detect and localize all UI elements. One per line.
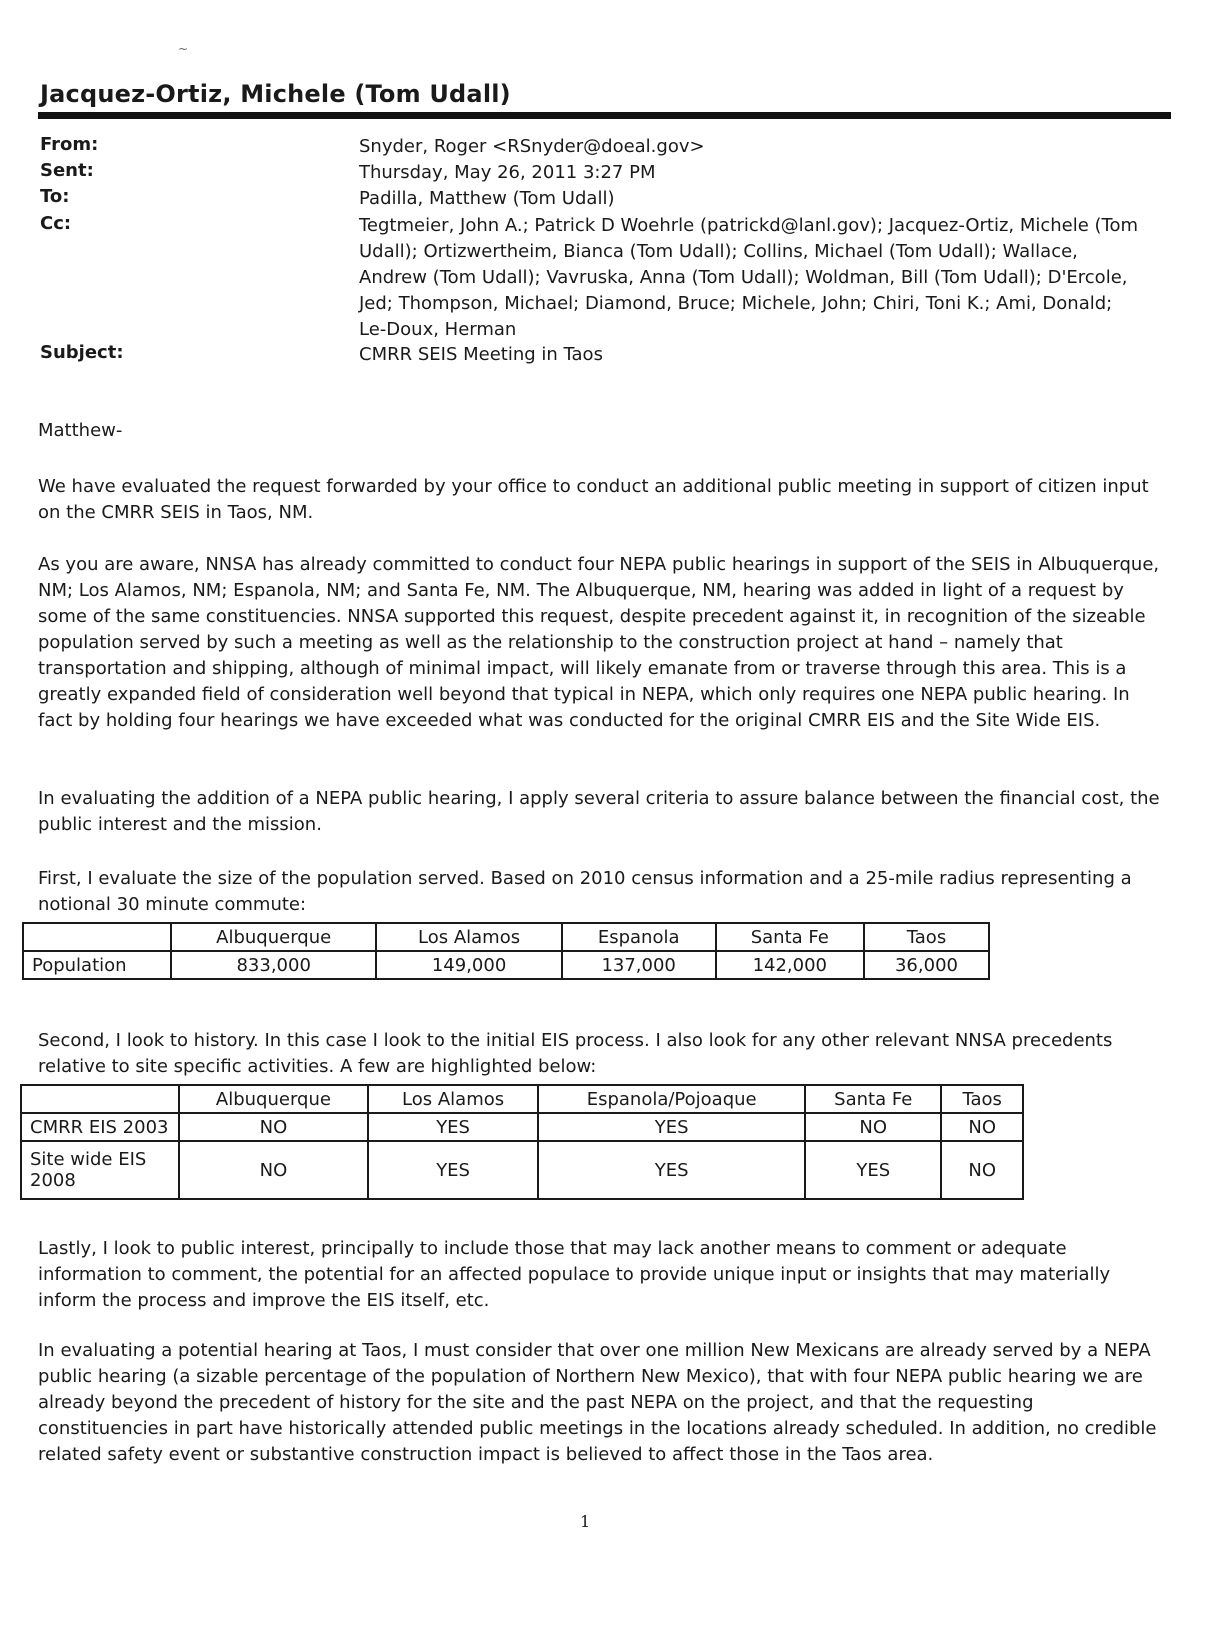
table-header-cell: Espanola xyxy=(562,923,716,951)
table-row xyxy=(23,923,989,951)
body-paragraph-4: First, I evaluate the size of the population served. Based on 2010 census information and a 25-mile radius representing a notional 30 minute commute: xyxy=(38,868,1132,915)
table-cell: 137,000 xyxy=(562,951,716,979)
body-paragraph-7: In evaluating a potential hearing at Taos, I must consider that over one million New Mexicans are already served by a NEPA public hearing (a sizable percentage of the population of Northern New Mexico), that with four NEPA public hearing we are already beyond the precedent of history for the site and the past NEPA on the project, and that the requesting constituencies in part have historically attended public meetings in the locations already scheduled. In addition, no credible related safety event or substantive construction impact is believed to affect those in the Taos area. xyxy=(38,1340,1157,1465)
body-paragraph-2: As you are aware, NNSA has already committed to conduct four NEPA public hearings in support of the SEIS in Albuquerque, NM; Los Alamos, NM; Espanola, NM; and Santa Fe, NM. The Albuquerque, NM, hearing was added in light of a request by some of the same constituencies. NNSA supported this request, despite precedent against it, in recognition of the sizeable population served by such a meeting as well as the relationship to the construction project at hand – namely that transportation and shipping, although of minimal impact, will likely emanate from or traverse through this area. This is a greatly expanded field of consideration well beyond that typical in NEPA, which only requires one NEPA public hearing. In fact by holding four hearings we have exceeded what was conducted for the original CMRR EIS and the Site Wide EIS. xyxy=(38,554,1160,731)
body-paragraph-5: Second, I look to history. In this case I look to the initial EIS process. I also look for any other relevant NNSA precedents relative to site specific activities. A few are highlighted below: xyxy=(38,1030,1113,1077)
cc-value: Tegtmeier, John A.; Patrick D Woehrle (patrickd@lanl.gov); Jacquez-Ortiz, Michele (Tom Udall); Ortizwertheim, Bianca (Tom Udall); Collins, Michael (Tom Udall); Wallace, Andrew (Tom Udall); Vavruska, Anna (Tom Udall); Woldman, Bill (Tom Udall); D'Ercole, Jed; Thompson, Michael; Diamond, Bruce; Michele, John; Chiri, Toni K.; Ami, Donald; Le-Doux, Herman xyxy=(359,215,1139,340)
table-cell: 36,000 xyxy=(864,951,989,979)
table-cell: NO xyxy=(941,1113,1023,1141)
table-cell: NO xyxy=(805,1113,941,1141)
table-header-cell: Espanola/Pojoaque xyxy=(538,1085,805,1113)
table-cell: YES xyxy=(368,1141,538,1199)
sent-label: Sent: xyxy=(40,160,94,181)
greeting: Matthew- xyxy=(38,420,123,441)
from-value: Snyder, Roger <RSnyder@doeal.gov> xyxy=(359,136,705,157)
table-row xyxy=(21,1085,1023,1113)
history-table xyxy=(20,1084,1024,1200)
table-header-cell: Los Alamos xyxy=(376,923,561,951)
subject-value: CMRR SEIS Meeting in Taos xyxy=(359,344,603,365)
body-paragraph-6: Lastly, I look to public interest, principally to include those that may lack another means to comment or adequate information to comment, the potential for an affected populace to provide unique input or insights that may materially inform the process and improve the EIS itself, etc. xyxy=(38,1238,1111,1311)
page-number: 1 xyxy=(580,1512,591,1531)
table-cell xyxy=(21,1085,179,1113)
body-paragraph-3: In evaluating the addition of a NEPA public hearing, I apply several criteria to assure balance between the financial cost, the public interest and the mission. xyxy=(38,788,1160,835)
table-row xyxy=(21,1113,1023,1141)
body-paragraph-1: We have evaluated the request forwarded by your office to conduct an additional public meeting in support of citizen input on the CMRR SEIS in Taos, NM. xyxy=(38,476,1149,523)
mailbox-owner-name: Jacquez-Ortiz, Michele (Tom Udall) xyxy=(40,80,511,108)
table-header-cell: Taos xyxy=(941,1085,1023,1113)
table-cell xyxy=(23,923,171,951)
table-cell: 149,000 xyxy=(376,951,561,979)
table-row-label: Site wide EIS 2008 xyxy=(21,1141,179,1199)
to-value: Padilla, Matthew (Tom Udall) xyxy=(359,188,615,209)
table-header-cell: Albuquerque xyxy=(179,1085,368,1113)
table-header-cell: Los Alamos xyxy=(368,1085,538,1113)
population-table xyxy=(22,922,990,980)
table-row-label: CMRR EIS 2003 xyxy=(21,1113,179,1141)
table-cell: NO xyxy=(941,1141,1023,1199)
scan-artifact-mark: ~ xyxy=(178,42,189,56)
table-cell: 142,000 xyxy=(716,951,864,979)
from-label: From: xyxy=(40,134,99,155)
subject-label: Subject: xyxy=(40,342,124,363)
table-cell: YES xyxy=(368,1113,538,1141)
sent-value: Thursday, May 26, 2011 3:27 PM xyxy=(359,162,656,183)
table-cell: YES xyxy=(538,1113,805,1141)
table-cell: NO xyxy=(179,1113,368,1141)
table-header-cell: Santa Fe xyxy=(716,923,864,951)
cc-label: Cc: xyxy=(40,213,72,234)
table-cell: NO xyxy=(179,1141,368,1199)
table-header-cell: Santa Fe xyxy=(805,1085,941,1113)
table-cell: 833,000 xyxy=(171,951,376,979)
header-divider-rule xyxy=(38,112,1171,119)
table-cell: YES xyxy=(805,1141,941,1199)
table-row xyxy=(21,1141,1023,1199)
table-cell: YES xyxy=(538,1141,805,1199)
table-row-label: Population xyxy=(23,951,171,979)
table-header-cell: Taos xyxy=(864,923,989,951)
to-label: To: xyxy=(40,186,70,207)
table-header-cell: Albuquerque xyxy=(171,923,376,951)
table-row xyxy=(23,951,989,979)
